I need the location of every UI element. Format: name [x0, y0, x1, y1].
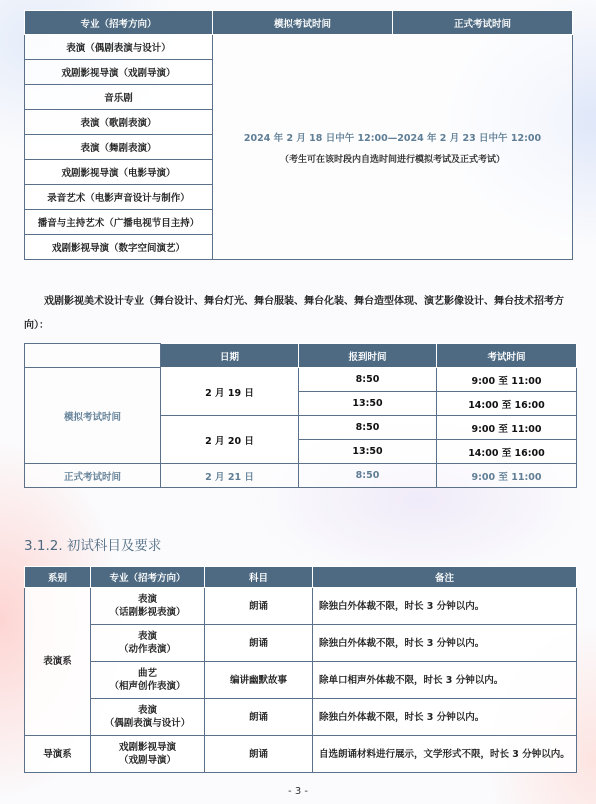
department-cell: 导演系	[25, 736, 91, 773]
major-name: 曲艺	[137, 668, 157, 679]
header-exam-time: 考试时间	[437, 344, 577, 368]
major-direction: （戏剧导演）	[118, 755, 176, 766]
exam-time-cell: 14:00 至 16:00	[437, 440, 577, 464]
initial-exam-subjects-table	[24, 566, 577, 773]
subject-cell: 朗诵	[205, 625, 313, 662]
date-cell: 2 月 19 日	[161, 368, 299, 416]
checkin-cell: 8:50	[299, 416, 437, 440]
major-name: 表演	[137, 631, 157, 642]
major-cell: 音乐剧	[25, 85, 213, 110]
header-department: 系别	[25, 567, 91, 588]
time-range: 2024 年 2 月 18 日中午 12:00—2024 年 2 月 23 日中午 12:00	[243, 132, 542, 144]
header-date: 日期	[161, 344, 299, 368]
major-direction: （话剧影视表演）	[109, 607, 186, 618]
header-blank	[25, 344, 161, 368]
major-name: 戏剧影视导演	[118, 742, 176, 753]
exam-time-cell: 14:00 至 16:00	[437, 392, 577, 416]
exam-time-range-cell	[213, 35, 573, 260]
major-direction: （相声创作表演）	[109, 681, 186, 692]
major-name: 表演	[137, 594, 157, 605]
major-cell: 录音艺术（电影声音设计与制作）	[25, 185, 213, 210]
note-cell: 除独白外体裁不限，时长 3 分钟以内。	[313, 699, 577, 736]
major-cell	[91, 662, 205, 699]
header-formal-time: 正式考试时间	[393, 11, 573, 35]
note-cell: 除独白外体裁不限，时长 3 分钟以内。	[313, 625, 577, 662]
checkin-cell: 8:50	[299, 368, 437, 392]
header-checkin: 报到时间	[299, 344, 437, 368]
mock-exam-label: 模拟考试时间	[25, 368, 161, 464]
major-cell	[91, 625, 205, 662]
subject-cell: 编讲幽默故事	[205, 662, 313, 699]
exam-time-cell: 9:00 至 11:00	[437, 368, 577, 392]
date-cell: 2 月 20 日	[161, 416, 299, 464]
major-cell: 表演（歌剧表演）	[25, 110, 213, 135]
major-cell: 播音与主持艺术（广播电视节目主持）	[25, 210, 213, 235]
major-cell	[91, 736, 205, 773]
major-name: 表演	[137, 705, 157, 716]
header-subject: 科目	[205, 567, 313, 588]
header-major: 专业（招考方向）	[25, 11, 213, 35]
department-cell: 表演系	[25, 588, 91, 736]
note-cell: 除独白外体裁不限，时长 3 分钟以内。	[313, 588, 577, 625]
checkin-cell: 13:50	[299, 392, 437, 416]
major-direction: （偶剧表演与设计）	[104, 718, 191, 729]
note-cell: 自选朗诵材料进行展示，文学形式不限，时长 3 分钟以内。	[313, 736, 577, 773]
major-cell: 戏剧影视导演（电影导演）	[25, 160, 213, 185]
major-cell	[91, 699, 205, 736]
major-cell: 表演（偶剧表演与设计）	[25, 35, 213, 60]
note-cell: 除单口相声外体裁不限，时长 3 分钟以内。	[313, 662, 577, 699]
header-mock-time: 模拟考试时间	[213, 11, 393, 35]
formal-exam-label: 正式考试时间	[25, 464, 161, 488]
major-cell	[91, 588, 205, 625]
header-note: 备注	[313, 567, 577, 588]
subject-cell: 朗诵	[205, 588, 313, 625]
section-title: 3.1.2. 初试科目及要求	[24, 538, 162, 554]
major-cell: 表演（舞剧表演）	[25, 135, 213, 160]
stage-design-exam-schedule-table	[24, 343, 577, 488]
exam-time-cell: 9:00 至 11:00	[437, 416, 577, 440]
time-note: （考生可在该时段内自选时间进行模拟考试及正式考试）	[279, 154, 505, 165]
page-number: - 3 -	[288, 786, 308, 797]
subject-cell: 朗诵	[205, 736, 313, 773]
header-major: 专业（招考方向）	[91, 567, 205, 588]
stage-design-paragraph: 戏剧影视美术设计专业（舞台设计、舞台灯光、舞台服装、舞台化装、舞台造型体现、演艺影像设计、舞台技术招考方向）：	[24, 296, 564, 331]
mock-formal-exam-time-table	[24, 10, 573, 260]
date-cell: 2 月 21 日	[161, 464, 299, 488]
exam-time-cell: 9:00 至 11:00	[437, 464, 577, 488]
major-cell: 戏剧影视导演（数字空间演艺）	[25, 235, 213, 260]
checkin-cell: 13:50	[299, 440, 437, 464]
major-direction: （动作表演）	[118, 644, 176, 655]
subject-cell: 朗诵	[205, 699, 313, 736]
checkin-cell: 8:50	[299, 464, 437, 488]
major-cell: 戏剧影视导演（戏剧导演）	[25, 60, 213, 85]
